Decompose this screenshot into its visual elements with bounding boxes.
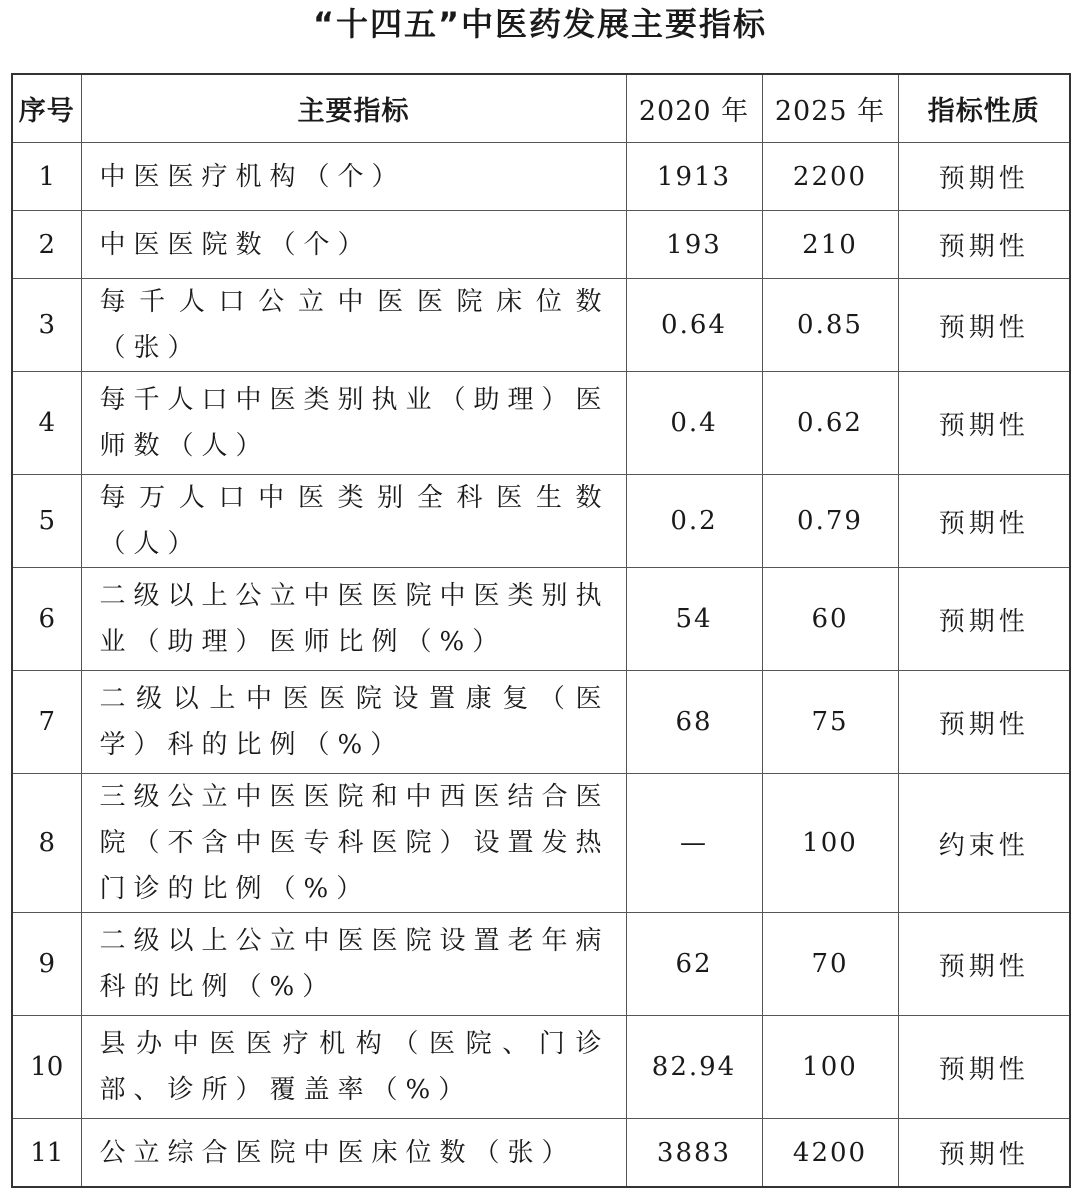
row-indicator: 公立综合医院中医床位数（张）: [81, 1119, 626, 1188]
row-indicator-type: 预期性: [898, 372, 1070, 475]
header-2020: 2020 年: [626, 74, 762, 143]
row-indicator-type: 预期性: [898, 913, 1070, 1016]
row-indicator: 二级以上中医医院设置康复（医学）科的比例（%）: [81, 671, 626, 774]
row-2020-value: 62: [626, 913, 762, 1016]
table-row: [12, 372, 1070, 475]
row-indicator-type: 预期性: [898, 279, 1070, 372]
row-2025-value: 2200: [762, 143, 898, 211]
header-type: 指标性质: [898, 74, 1070, 143]
row-indicator: 三级公立中医医院和中西医结合医院（不含中医专科医院）设置发热门诊的比例（%）: [81, 774, 626, 913]
row-no: 1: [12, 143, 81, 211]
row-2025-value: 100: [762, 774, 898, 913]
row-2025-value: 0.62: [762, 372, 898, 475]
header-no: 序号: [12, 74, 81, 143]
row-indicator-type: 预期性: [898, 568, 1070, 671]
row-2025-value: 60: [762, 568, 898, 671]
row-2020-value: 54: [626, 568, 762, 671]
row-indicator-type: 预期性: [898, 143, 1070, 211]
row-no: 11: [12, 1119, 81, 1188]
row-no: 5: [12, 475, 81, 568]
row-2020-value: 0.64: [626, 279, 762, 372]
table-row: [12, 211, 1070, 279]
row-no: 10: [12, 1016, 81, 1119]
row-2020-value: 68: [626, 671, 762, 774]
row-indicator: 每万人口中医类别全科医生数（人）: [81, 475, 626, 568]
row-no: 7: [12, 671, 81, 774]
row-indicator: 每千人口中医类别执业（助理）医师数（人）: [81, 372, 626, 475]
row-2025-value: 0.79: [762, 475, 898, 568]
row-2025-value: 4200: [762, 1119, 898, 1188]
row-2025-value: 70: [762, 913, 898, 1016]
row-no: 8: [12, 774, 81, 913]
row-indicator: 二级以上公立中医医院中医类别执业（助理）医师比例（%）: [81, 568, 626, 671]
header-2025: 2025 年: [762, 74, 898, 143]
row-2020-value: —: [626, 774, 762, 913]
row-2025-value: 210: [762, 211, 898, 279]
table-row: [12, 475, 1070, 568]
row-2025-value: 100: [762, 1016, 898, 1119]
row-2025-value: 75: [762, 671, 898, 774]
row-indicator: 二级以上公立中医医院设置老年病科的比例（%）: [81, 913, 626, 1016]
row-indicator-type: 预期性: [898, 671, 1070, 774]
table-row: [12, 774, 1070, 913]
row-indicator: 中医医疗机构（个）: [81, 143, 626, 211]
page-title: “十四五”中医药发展主要指标: [312, 5, 768, 43]
row-2025-value: 0.85: [762, 279, 898, 372]
row-no: 3: [12, 279, 81, 372]
row-no: 6: [12, 568, 81, 671]
row-indicator: 中医医院数（个）: [81, 211, 626, 279]
table-row: [12, 143, 1070, 211]
row-indicator-type: 预期性: [898, 1016, 1070, 1119]
row-2020-value: 193: [626, 211, 762, 279]
table-row: [12, 568, 1070, 671]
table-row: [12, 913, 1070, 1016]
row-indicator-type: 预期性: [898, 1119, 1070, 1188]
table-row: [12, 1119, 1070, 1188]
row-indicator: 县办中医医疗机构（医院、门诊部、诊所）覆盖率（%）: [81, 1016, 626, 1119]
row-indicator-type: 约束性: [898, 774, 1070, 913]
row-no: 2: [12, 211, 81, 279]
table-row: [12, 279, 1070, 372]
row-indicator-type: 预期性: [898, 475, 1070, 568]
row-no: 9: [12, 913, 81, 1016]
indicators-table: [11, 73, 1071, 1188]
table-row: [12, 671, 1070, 774]
table-row: [12, 1016, 1070, 1119]
row-2020-value: 1913: [626, 143, 762, 211]
row-indicator-type: 预期性: [898, 211, 1070, 279]
row-2020-value: 0.2: [626, 475, 762, 568]
row-2020-value: 82.94: [626, 1016, 762, 1119]
row-indicator: 每千人口公立中医医院床位数（张）: [81, 279, 626, 372]
row-2020-value: 3883: [626, 1119, 762, 1188]
row-2020-value: 0.4: [626, 372, 762, 475]
header-name: 主要指标: [81, 74, 626, 143]
row-no: 4: [12, 372, 81, 475]
table-header-row: [12, 74, 1070, 143]
